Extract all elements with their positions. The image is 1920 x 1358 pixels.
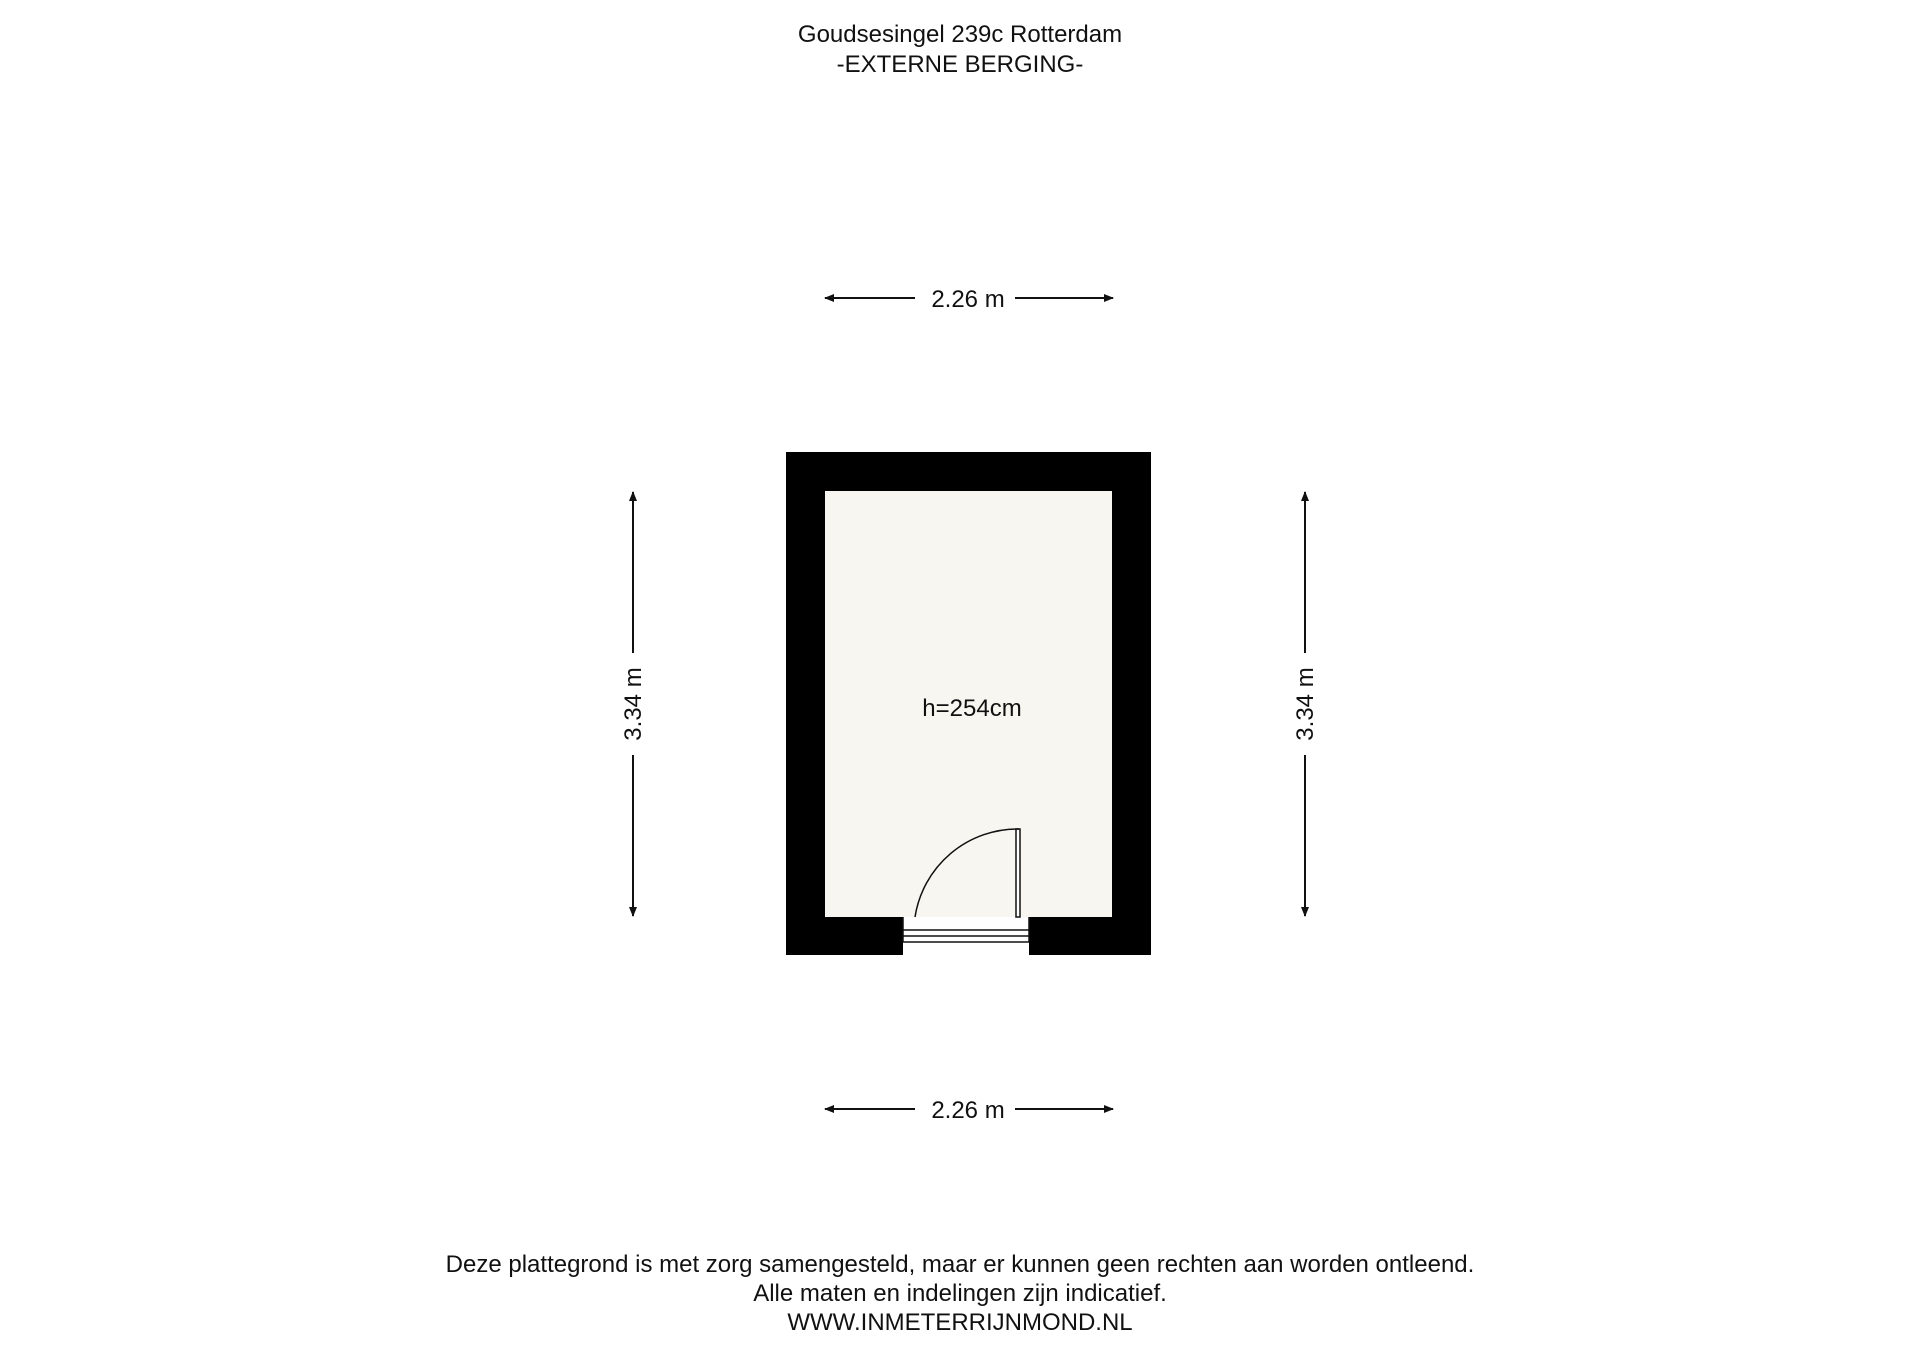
- dimension-left-length: [620, 492, 647, 916]
- footer: [0, 1250, 1920, 1337]
- storage-room: [786, 452, 1151, 956]
- indicative-note: Alle maten en indelingen zijn indicatief.: [753, 1280, 1167, 1307]
- dimension-right-length: [1292, 492, 1319, 916]
- address-title: Goudsesingel 239c Rotterdam: [797, 21, 1123, 48]
- disclaimer-text: Deze plattegrond is met zorg samengesteld, maar er kunnen geen rechten aan worden ontleend.: [445, 1251, 1475, 1278]
- dimension-left-label: 3.34 m: [620, 667, 647, 741]
- dimension-bottom-width: [825, 1097, 1113, 1124]
- dimension-right-label: 3.34 m: [1292, 667, 1319, 741]
- dimension-top-width: [825, 286, 1113, 313]
- website-text: WWW.INMETERRIJNMOND.NL: [787, 1309, 1133, 1336]
- dimension-top-label: 2.26 m: [931, 286, 1005, 313]
- dimension-bottom-label: 2.26 m: [931, 1097, 1005, 1124]
- room-height-label: h=254cm: [922, 695, 1022, 722]
- section-subtitle: -EXTERNE BERGING-: [836, 51, 1084, 78]
